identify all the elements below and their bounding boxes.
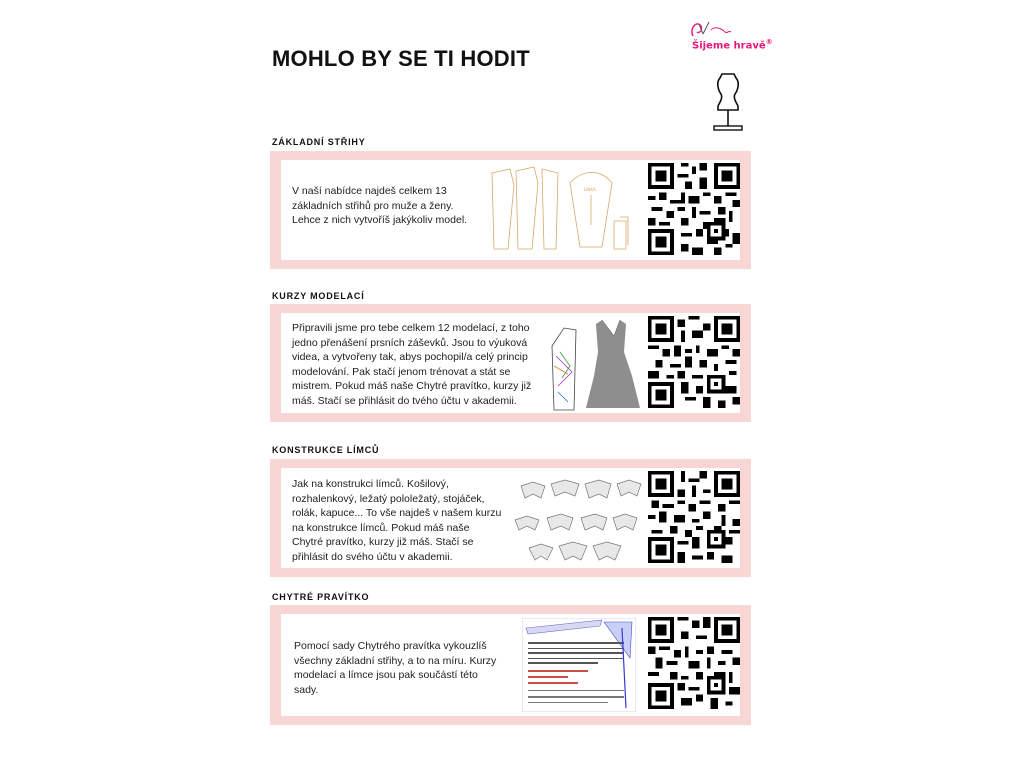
card-kurzy-modelaci [270,304,751,422]
section-text: V naší nabídce najdeš celkem 13 základních střihů pro muže a ženy. Lehce z nich vytvoříš jakýkoliv model. [292,185,468,226]
qr-code[interactable] [648,316,740,408]
card-konstrukce-limcu [270,459,751,577]
section-heading-konstrukce-limcu: KONSTRUKCE LÍMCŮ [272,445,380,455]
section-heading-chytre-pravitko: CHYTRÉ PRAVÍTKO [272,592,370,602]
section-text: Pomocí sady Chytrého pravítka vykouzlíš všechny základní střihy, a to na míru. Kurzy modelací a límce jsou pak součástí této sady. [294,640,497,696]
section-heading-kurzy-modelaci: KURZY MODELACÍ [272,291,365,301]
qr-code[interactable] [648,471,740,563]
svg-text:LINKA: LINKA [584,187,596,192]
mannequin-icon [708,70,748,134]
brand-name: Šijeme hravě® [692,38,773,52]
section-text: Jak na konstrukci límců. Košilový, rozhalenkový, ležatý pololežatý, stojáček, rolák, kapuce... To vše najdeš v našem kurzu na konstrukce límců. Pokud máš naše Chytré pravítko, kurzy již máš. Stačí se přihlásit do svého účtu v akademii. [292,478,502,563]
section-text: Připravili jsme pro tebe celkem 12 modelací, z toho jedno přenášení prsních záševků. Jsou to výuková videa, a vytvořeny tak, abys pochopil/a celý princip modelování. Pak stačí jenom trénovat a stát se mistrem. Pokud máš naše Chytré pravítko, kurzy již máš. Stačí se přihlásit do tvého účtu v akademii. [292,322,532,407]
dress-modeling-illustration [546,316,644,412]
pattern-pieces-illustration [486,165,631,253]
qr-code[interactable] [648,163,740,255]
card-zakladni-strihy [270,151,751,269]
smart-ruler-illustration [522,618,636,712]
section-heading-zakladni-strihy: ZÁKLADNÍ STŘIHY [272,137,366,147]
qr-code[interactable] [648,617,740,709]
card-chytre-pravitko [270,605,751,725]
collars-illustration [507,474,647,566]
page-title: MOHLO BY SE TI HODIT [272,46,530,71]
